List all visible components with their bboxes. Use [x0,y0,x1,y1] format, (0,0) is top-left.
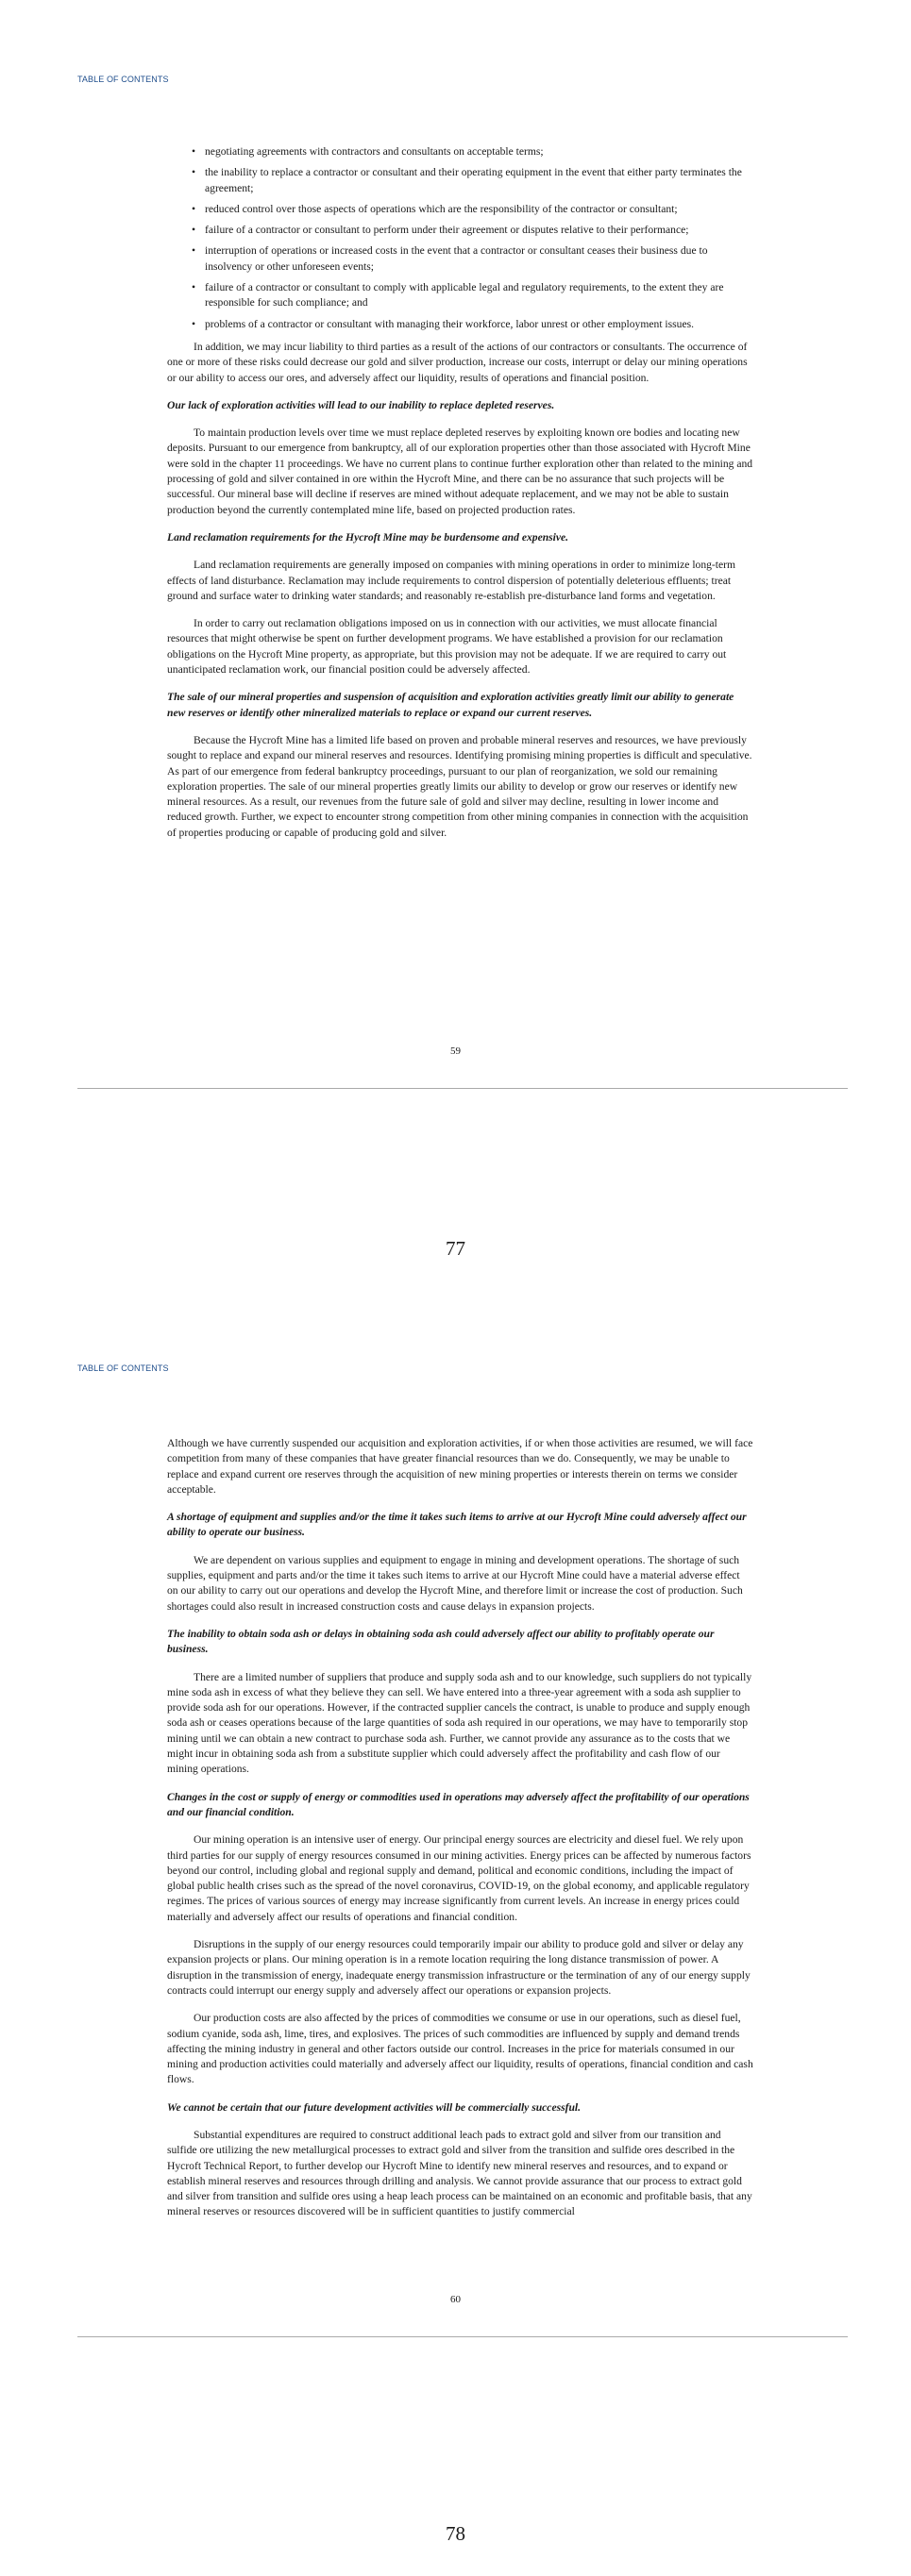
list-item-text: negotiating agreements with contractors and consultants on acceptable terms; [205,145,544,158]
paragraph-energy-3: Our production costs are also affected by the prices of commodities we consume or use in our operations, such as diesel fuel, sodium cyanide, soda ash, lime, tires, and explosives. The prices of such commodities are influenced by supply and demand trends affecting the mining industry in general and other factors outside our control. Increases in the price for materials consumed in our mining and production activities could materially and adversely affect our liquidity, results of operations, financial condition and cash flows. [167,2012,753,2086]
page-60-content [167,1436,753,2220]
list-item-text: failure of a contractor or consultant to comply with applicable legal and regulatory requirements, to the extent they are responsible for such compliance; and [205,281,724,309]
paragraph-exploration: To maintain production levels over time we must replace depleted reserves by exploiting known ore bodies and locating new deposits. Pursuant to our emergence from bankruptcy, all of our exploration properties other than those associated with Hycroft Mine were sold in the chapter 11 proceedings. We have no current plans to continue further exploration other than related to the mining and processing of gold and silver contained in ore within the Hycroft Mine, and there can be no assurance that such projects will be successful. Our mineral base will decline if reserves are mined without adequate replacement, and we may not be able to sustain production beyond the currently contemplated mine life, based on projected production rates. [167,427,753,516]
document-page-number: 77 [446,1237,465,1260]
heading-exploration: Our lack of exploration activities will lead to our inability to replace depleted reserves. [167,398,555,411]
heading-development-activities: We cannot be certain that our future development activities will be commercially successful. [167,2100,582,2114]
document-page-number: 78 [446,2522,465,2545]
table-of-contents-link[interactable]: TABLE OF CONTENTS [77,75,169,84]
paragraph-soda-ash: There are a limited number of suppliers that produce and supply soda ash and to our knowledge, such suppliers do not typically mine soda ash in excess of what they believe they can sell. We have entered into a three-year agreement with a soda ash supplier to provide soda ash for our operations. However, if the contracted supplier cancels the contract, is unable to produce and supply enough soda ash or ceases operations because of the large quantities of soda ash required in our operations, we may have to temporarily stop mining until we can obtain a new contract to purchase soda ash. Further, we cannot provide any assurance as to the costs that we might incur in obtaining soda ash from a substitute supplier which could adversely affect the profitability and cash flow of our mining operations. [167,1670,752,1776]
paragraph-energy-1: Our mining operation is an intensive user of energy. Our principal energy sources are electricity and diesel fuel. We rely upon third parties for our supply of energy resources consumed in our mining activities. Energy prices can be affected by numerous factors beyond our control, including global and regional supply and demand, political and economic conditions, including the impact of global public health crises such as the spread of the novel coronavirus, COVID-19, on the global economy, and applicable regulatory regimes. The prices of various sources of energy may increase significantly from current levels. An increase in energy prices could materially and adversely affect our results of operations and financial condition. [167,1833,751,1923]
paragraph-equipment-shortage: We are dependent on various supplies and equipment to engage in mining and development operations. The shortage of such supplies, equipment and parts and/or the time it takes such items to arrive at our Hycroft Mine could have a material adverse effect on our ability to carry out our operations and develop the Hycroft Mine, and therefore limit or increase the cost of production. Such shortages could also result in increased construction costs and cause delays in expansion projects. [167,1553,743,1613]
bullet-icon: • [192,202,196,215]
paragraph-reclamation-1: Land reclamation requirements are generally imposed on companies with mining operations in order to minimize long-term effects of land disturbance. Reclamation may include requirements to control dispersion of potentially deleterious effluents; treat ground and surface water to drinking water standards; and reasonably re-establish pre-disturbance land forms and vegetation. [167,559,736,602]
heading-reclamation: Land reclamation requirements for the Hycroft Mine may be burdensome and expensive. [167,530,569,544]
bullet-icon: • [192,317,196,330]
list-item [167,243,753,275]
contractor-risk-list [167,144,753,332]
list-item-text: reduced control over those aspects of operations which are the responsibility of the contractor or consultant; [205,202,678,215]
paragraph-development-activities: Substantial expenditures are required to construct additional leach pads to extract gold and silver from our transition and sulfide ore utilizing the new metallurgical processes to extract gold and silver from the transition and sulfide ores described in the Hycroft Technical Report, to further develop our Hycroft Mine to identify new mineral reserves and resources, and to expand or establish mineral reserves and resources through drilling and analysis. We cannot provide assurance that our process to extract gold and silver from transition and sulfide ores using a heap leach process can be maintained on an economic and profitable basis, that any mineral reserves or resources discovered will be in sufficient quantities to justify commercial [167,2128,752,2218]
bullet-icon: • [192,145,196,158]
page-divider [77,2336,848,2337]
paragraph-competition: Although we have currently suspended our acquisition and exploration activities, if or when those activities are resumed, we will face competition from many of these companies that have greater financial resources than we do. Consequently, we may be unable to replace and expand current ore reserves through the acquisition of new mining properties or interests therein on terms we consider acceptable. [167,1437,753,1496]
list-item [167,144,753,159]
paragraph-sale-of-properties: Because the Hycroft Mine has a limited life based on proven and probable mineral reserves and resources, we have previously sought to replace and expand our mineral reserves and resources. Identifying promising mining properties is difficult and speculative. As part of our emergence from federal bankruptcy proceedings, pursuant to our plan of reorganization, we sold our remaining exploration properties. The sale of our mineral properties greatly limits our ability to develop or grow our reserves or identify new mineral resources. As a result, our revenues from the future sale of gold and silver may decline, resulting in lower income and reduced growth. Further, we expect to encounter strong competition from other mining companies in connection with the acquisition of properties producing or capable of producing gold and silver. [167,733,752,839]
list-item-text: failure of a contractor or consultant to perform under their agreement or disputes relative to their performance; [205,224,689,237]
list-item-text: interruption of operations or increased costs in the event that a contractor or consultant ceases their business due to insolvency or other unforeseen events; [205,244,708,273]
list-item [167,223,753,238]
bullet-icon: • [192,244,196,258]
paragraph-energy-2: Disruptions in the supply of our energy resources could temporarily impair our ability to produce gold and silver or delay any expansion projects or plans. Our mining operation is in a remote location requiring the long distance transmission of power. A disruption in the transmission of energy, inadequate energy transmission infrastructure or the termination of any of our energy supply contracts could interrupt our energy supply and adversely affect our operations or expansion projects. [167,1938,751,1997]
paragraph-reclamation-2: In order to carry out reclamation obligations imposed on us in connection with our activities, we must allocate financial resources that might otherwise be spent on further development programs. We have established a provision for our reclamation obligations on the Hycroft Mine property, as appropriate, but this provision may not be adequate. If we are required to carry out unanticipated reclamation work, our financial position could be adversely affected. [167,617,727,677]
table-of-contents-link[interactable]: TABLE OF CONTENTS [77,1363,169,1373]
list-item [167,280,753,311]
list-item [167,165,753,196]
heading-energy-costs: Changes in the cost or supply of energy or commodities used in operations may adversely affect the profitability of our operations and our financial condition. [167,1790,750,1818]
paragraph-third-party-liability: In addition, we may incur liability to third parties as a result of the actions of our contractors or consultants. The occurrence of one or more of these risks could decrease our gold and silver production, increase our costs, interrupt or delay our mining operations or our ability to access our ores, and adversely affect our liquidity, results of operations and financial position. [167,340,748,384]
page-number: 59 [450,1045,461,1057]
page-number: 60 [450,2294,461,2305]
page-59-content [167,144,753,841]
heading-equipment-shortage: A shortage of equipment and supplies and/or the time it takes such items to arrive at our Hycroft Mine could adversely affect our ability to operate our business. [167,1511,747,1539]
heading-sale-of-properties: The sale of our mineral properties and suspension of acquisition and exploration activities greatly limit our ability to generate new reserves or identify other mineralized materials to replace or expand our current reserves. [167,691,734,719]
page-divider [77,1088,848,1089]
list-item [167,202,753,217]
list-item-text: the inability to replace a contractor or consultant and their operating equipment in the event that either party terminates the agreement; [205,166,742,194]
bullet-icon: • [192,224,196,237]
bullet-icon: • [192,281,196,294]
list-item [167,317,753,332]
list-item-text: problems of a contractor or consultant with managing their workforce, labor unrest or other employment issues. [205,317,695,330]
bullet-icon: • [192,166,196,179]
heading-soda-ash: The inability to obtain soda ash or delays in obtaining soda ash could adversely affect our ability to profitably operate our business. [167,1627,715,1656]
